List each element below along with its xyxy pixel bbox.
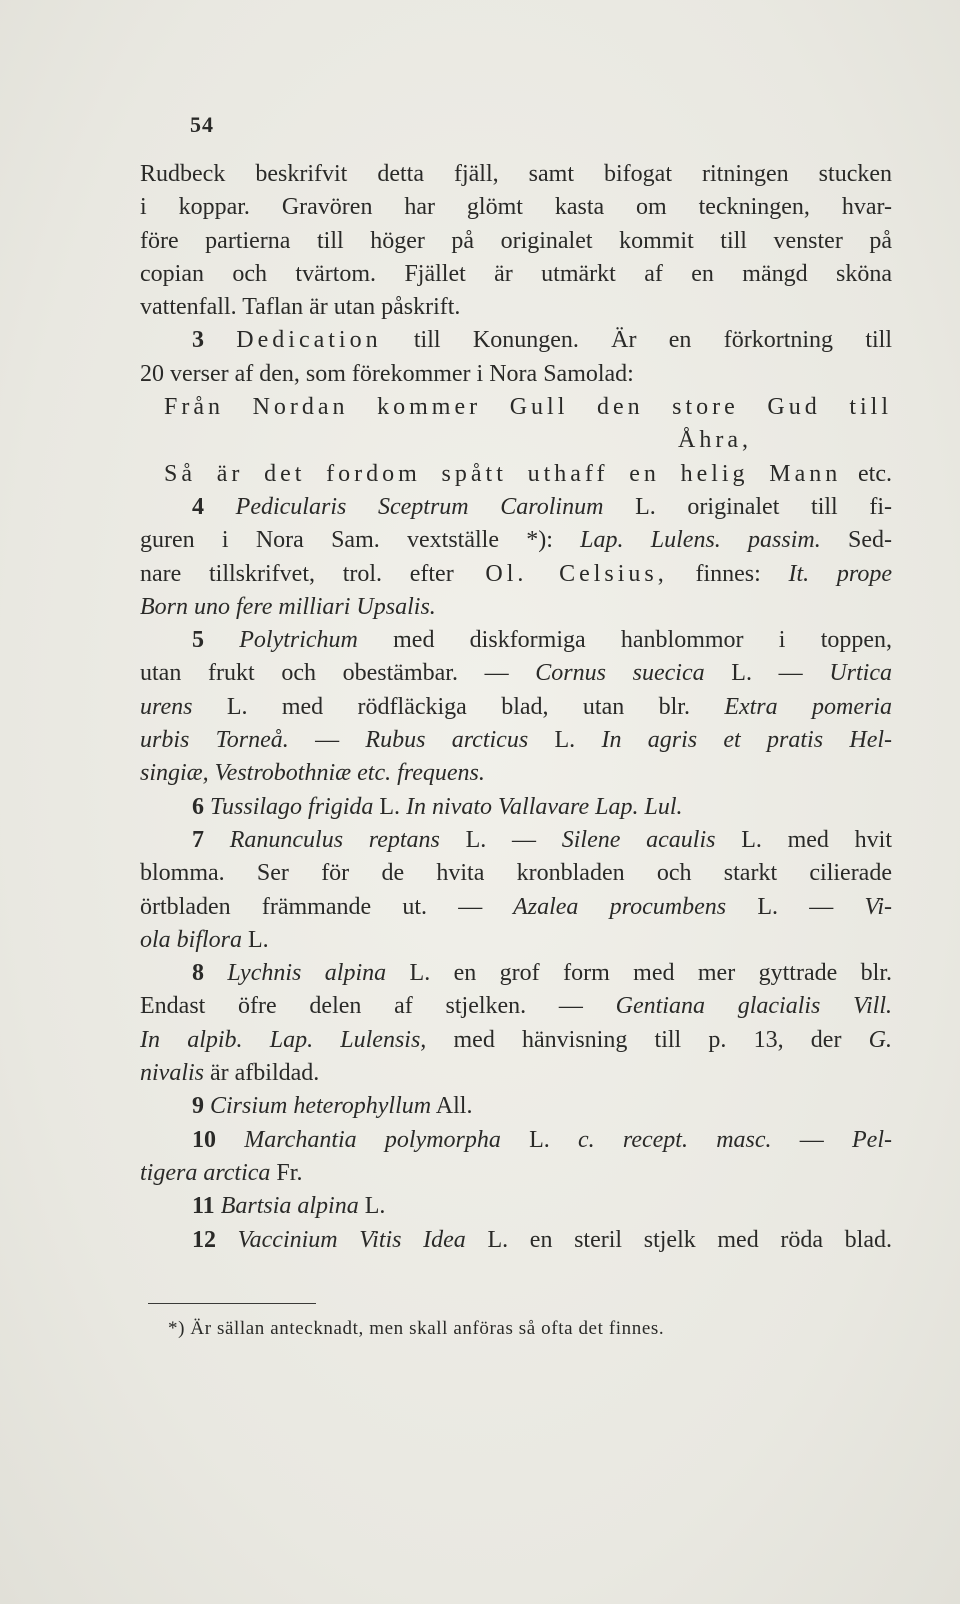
species-name: Ranunculus reptans (229, 826, 440, 853)
text-line (140, 1124, 892, 1157)
spaced-text: Åhra, (678, 427, 752, 454)
line-text: utan frukt och obestämbar. — (140, 660, 509, 687)
spaced-name: Ol. Celsius, (453, 560, 668, 587)
line-text: All. (431, 1093, 473, 1120)
spaced-text: Från Nordan kommer Gull den store Gud till (164, 394, 892, 421)
text-line (140, 990, 892, 1023)
italic-text: Born uno fere milliari Upsalis. (140, 593, 436, 620)
italic-text: G. (868, 1026, 893, 1053)
item-number: 6 (192, 793, 204, 820)
text-line: copian och tvärtom. Fjället är utmärkt af en mängd sköna (140, 260, 892, 287)
species-name: tigera arctica (140, 1159, 271, 1186)
species-name: Pedicularis Sceptrum Carolinum (235, 493, 604, 520)
footnote: *) Är sällan antecknadt, men skall anföras så ofta det finnes. (168, 1318, 665, 1339)
text-line: blomma. Ser för de hvita kronbladen och starkt cilierade (140, 860, 892, 887)
species-name: Gentiana glacialis Vill. (582, 993, 892, 1020)
line-text: L. (358, 1193, 386, 1220)
line-text: guren i Nora Sam. vextställe *): (140, 527, 553, 554)
line-text: är afbildad. (210, 1060, 320, 1087)
line-text: med hänvisning till p. 13, der (453, 1026, 842, 1053)
species-name: Lychnis alpina (227, 960, 387, 987)
line-text: Endast öfre delen af stjelken. — (140, 993, 583, 1020)
line-text: med diskformiga hanblommor i toppen, (357, 627, 893, 654)
text-line (140, 1090, 892, 1123)
text-line (140, 891, 892, 924)
species-name: urens (140, 693, 193, 720)
line-text: L. (242, 926, 269, 953)
item-number: 7 (192, 826, 204, 853)
line-text: L. — (439, 826, 562, 853)
line-text: L. — (726, 893, 865, 920)
species-name: Pel- (852, 1126, 892, 1153)
item-number: 10 (192, 1126, 216, 1153)
line-text: — (771, 1126, 852, 1153)
item-number: 8 (192, 960, 204, 987)
text-line: 20 verser af den, som förekommer i Nora Samolad: (140, 360, 634, 387)
text-line (140, 1190, 892, 1223)
species-name: Marchantia polymorpha (244, 1126, 501, 1153)
line-text: till Konungen. Är en förkortning till (381, 327, 892, 354)
italic-text: c. recept. masc. (578, 1126, 772, 1153)
line-text: Sed- (820, 527, 892, 554)
text-line (140, 324, 892, 357)
text-line (140, 657, 892, 690)
line-text: L. (373, 793, 407, 820)
species-name: Vi- (864, 893, 893, 920)
species-name: Vaccinium Vitis Idea (237, 1226, 466, 1253)
text-line (140, 1224, 892, 1257)
text-line (140, 1057, 892, 1090)
text-line (140, 524, 892, 557)
line-text: L. (528, 727, 602, 754)
item-number: 11 (192, 1193, 215, 1220)
poem-line (140, 424, 892, 457)
italic-text: Lap. Lulens. passim. (552, 527, 821, 554)
line-text: etc. (841, 460, 892, 487)
line-text: örtbladen främmande ut. — (140, 893, 483, 920)
text-line (140, 924, 892, 957)
item-number: 4 (192, 493, 204, 520)
item-number: 3 (192, 327, 204, 354)
species-name: nivalis (140, 1060, 204, 1087)
line-text: L. med hvit (715, 826, 892, 853)
species-name: Bartsia alpina (220, 1193, 359, 1220)
italic-text: In alpib. Lap. Lulensis, (140, 1026, 427, 1053)
text-line: i koppar. Gravören har glömt kasta om teckningen, hvar- (140, 194, 892, 221)
species-name: Silene acaulis (561, 826, 716, 853)
text-line (140, 591, 892, 624)
line-text: L. — (704, 660, 830, 687)
text-line (140, 691, 892, 724)
spaced-text: Så är det fordom spått uthaff en helig Mann (164, 460, 842, 487)
line-text: nare tillskrifvet, trol. efter (140, 560, 454, 587)
text-line (140, 558, 892, 591)
text-line: vattenfall. Taflan är utan påskrift. (140, 294, 461, 321)
item-number: 9 (192, 1093, 204, 1120)
text-line (140, 1157, 892, 1190)
text-line (140, 624, 892, 657)
text-line: Rudbeck beskrifvit detta fjäll, samt bifogat ritningen stucken (140, 161, 892, 187)
line-text: L. en grof form med mer gyttrade blr. (386, 960, 893, 987)
footnote-divider (148, 1303, 316, 1304)
species-name: Rubus arcticus (365, 727, 529, 754)
line-text: finnes: (667, 560, 789, 587)
item-number: 12 (192, 1226, 216, 1253)
text-line (140, 791, 892, 824)
poem-line (140, 391, 892, 424)
line-text: L. med rödfläckiga blad, utan blr. (192, 693, 725, 720)
italic-text: singiæ, Vestrobothniæ etc. frequens. (140, 760, 485, 787)
poem-line (140, 458, 892, 491)
line-text: L. originalet till fi- (603, 493, 893, 520)
italic-text: Extra pomeria (724, 693, 892, 720)
text-line (140, 824, 892, 857)
item-number: 5 (192, 627, 204, 654)
text-line (140, 491, 892, 524)
species-name: ola biflora (140, 926, 243, 953)
body-text (140, 158, 892, 1257)
line-text: Fr. (270, 1159, 303, 1186)
species-name: Azalea procumbens (482, 893, 727, 920)
page-number: 54 (190, 112, 214, 137)
line-text: — (288, 727, 366, 754)
species-name: Cirsium heterophyllum (210, 1093, 432, 1120)
italic-text: urbis Torneå. (140, 727, 289, 754)
line-text: L. (500, 1126, 579, 1153)
italic-text: In nivato Vallavare Lap. Lul. (406, 793, 683, 820)
species-name: Urtica (829, 660, 892, 687)
species-name: Polytrichum (239, 627, 358, 654)
species-name: Tussilago frigida (210, 793, 374, 820)
text-line (140, 757, 892, 790)
text-line (140, 724, 892, 757)
line-text: L. en steril stjelk med röda blad. (465, 1226, 892, 1253)
italic-text: In agris et pratis Hel- (601, 727, 893, 754)
spaced-word: Dedication (236, 327, 382, 354)
species-name: Cornus suecica (508, 660, 705, 687)
text-line (140, 1024, 892, 1057)
italic-text: It. prope (788, 560, 892, 587)
text-line: före partierna till höger på originalet kommit till venster på (140, 227, 892, 254)
text-line (140, 957, 892, 990)
